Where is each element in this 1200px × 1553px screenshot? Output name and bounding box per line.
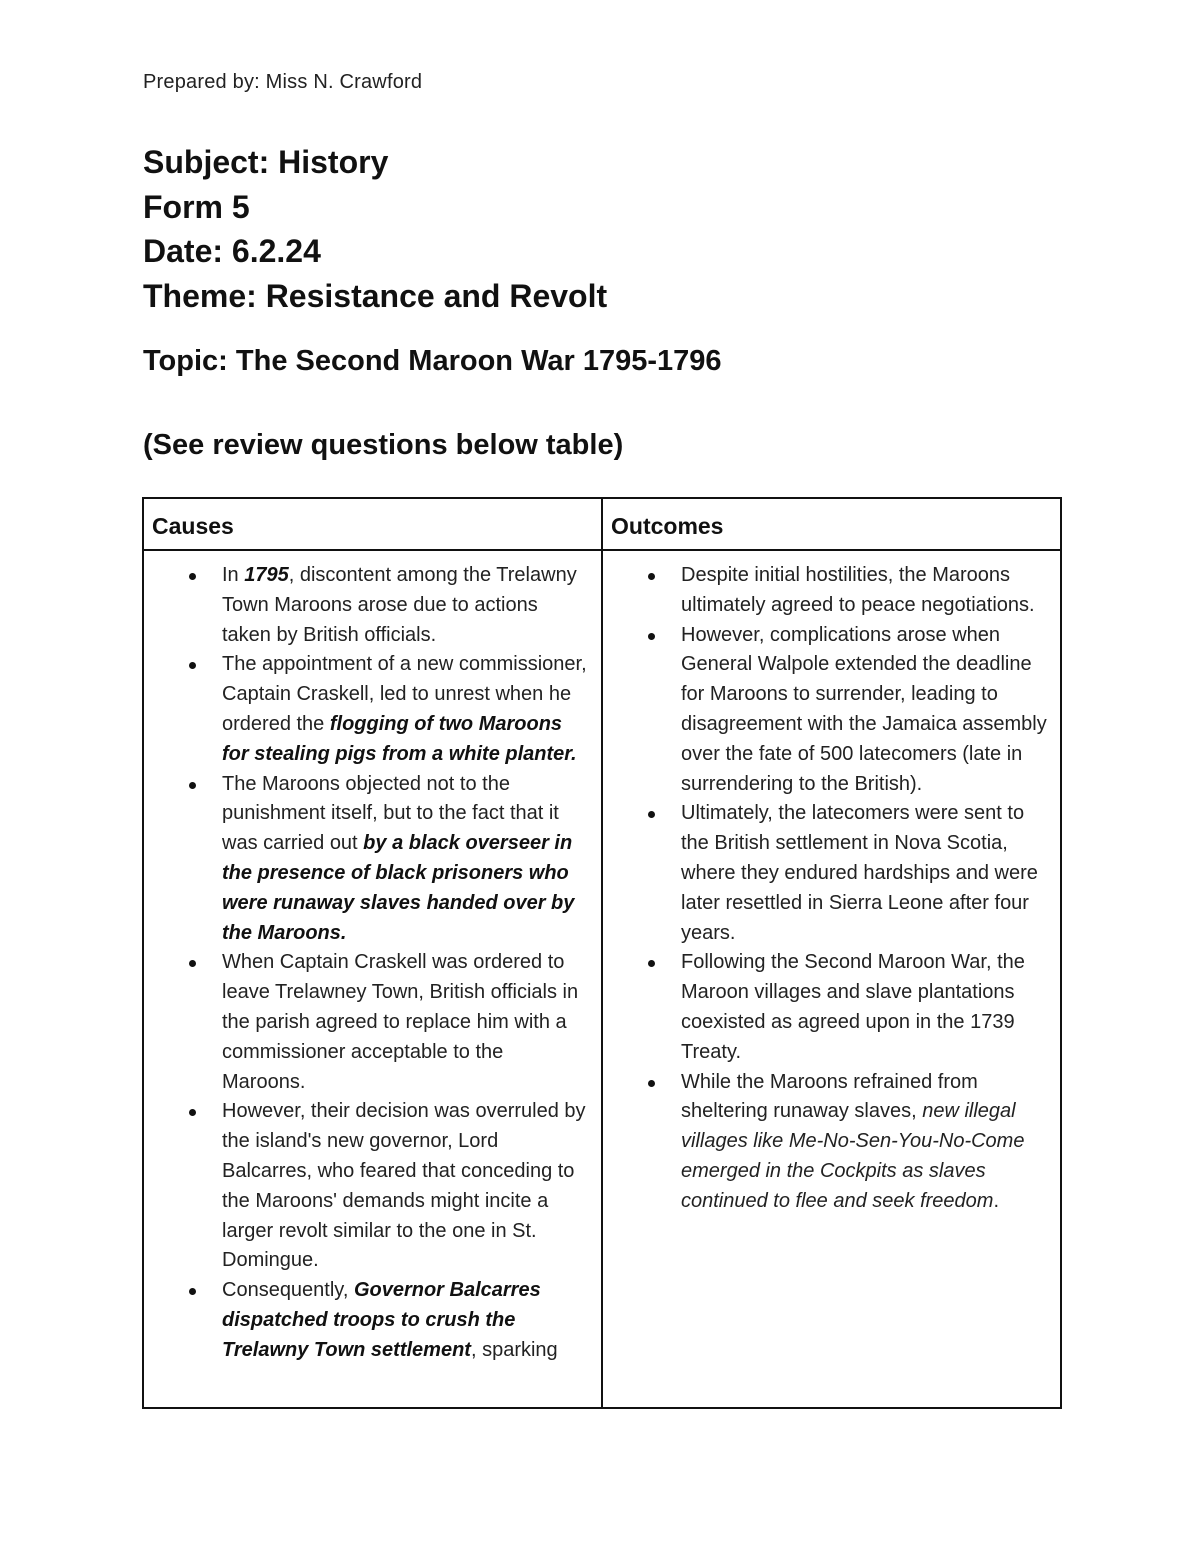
causes-header: Causes <box>143 498 602 550</box>
subject-line: Subject: History <box>143 144 389 180</box>
list-item: The Maroons objected not to the punishment itself, but to the fact that it was carried out by a black overseer in the presence of black prisoners who were runaway slaves handed over by the Maroons. <box>144 770 591 949</box>
list-item: Consequently, Governor Balcarres dispatched troops to crush the Trelawny Town settlement, sparking <box>144 1276 591 1365</box>
table-body-row <box>143 550 1061 1408</box>
prepared-by: Prepared by: Miss N. Crawford <box>143 71 423 93</box>
outcomes-list <box>603 561 1060 1217</box>
list-item: Ultimately, the latecomers were sent to the British settlement in Nova Scotia, where they endured hardships and were later resettled in Sierra Leone after four years. <box>603 799 1050 948</box>
list-item: However, complications arose when General Walpole extended the deadline for Maroons to surrender, leading to disagreement with the Jamaica assembly over the fate of 500 latecomers (late in surrendering to the British). <box>603 621 1050 800</box>
list-item: Despite initial hostilities, the Maroons ultimately agreed to peace negotiations. <box>603 561 1050 621</box>
outcomes-cell <box>602 550 1061 1408</box>
list-item: When Captain Craskell was ordered to leave Trelawney Town, British officials in the parish agreed to replace him with a commissioner acceptable to the Maroons. <box>144 948 591 1097</box>
list-item: Following the Second Maroon War, the Maroon villages and slave plantations coexisted as agreed upon in the 1739 Treaty. <box>603 948 1050 1067</box>
outcomes-header: Outcomes <box>602 498 1061 550</box>
review-note: (See review questions below table) <box>143 429 624 461</box>
list-item: However, their decision was overruled by the island's new governor, Lord Balcarres, who feared that conceding to the Maroons' demands might incite a larger revolt similar to the one in St. Domingue. <box>144 1097 591 1276</box>
causes-cell <box>143 550 602 1408</box>
causes-list <box>144 561 601 1366</box>
list-item: The appointment of a new commissioner, Captain Craskell, led to unrest when he ordered the flogging of two Maroons for stealing pigs from a white planter. <box>144 650 591 769</box>
form-line: Form 5 <box>143 188 250 225</box>
document-header <box>143 140 607 318</box>
causes-outcomes-table <box>142 497 1062 1409</box>
theme-line: Theme: Resistance and Revolt <box>143 277 608 314</box>
table-header-row <box>143 498 1061 550</box>
list-item: While the Maroons refrained from sheltering runaway slaves, new illegal villages like Me-No-Sen-You-No-Come emerged in the Cockpits as slaves continued to flee and seek freedom. <box>603 1068 1050 1217</box>
topic-heading: Topic: The Second Maroon War 1795-1796 <box>143 345 722 377</box>
list-item: In 1795, discontent among the Trelawny Town Maroons arose due to actions taken by British officials. <box>144 561 591 650</box>
date-line: Date: 6.2.24 <box>143 233 321 269</box>
